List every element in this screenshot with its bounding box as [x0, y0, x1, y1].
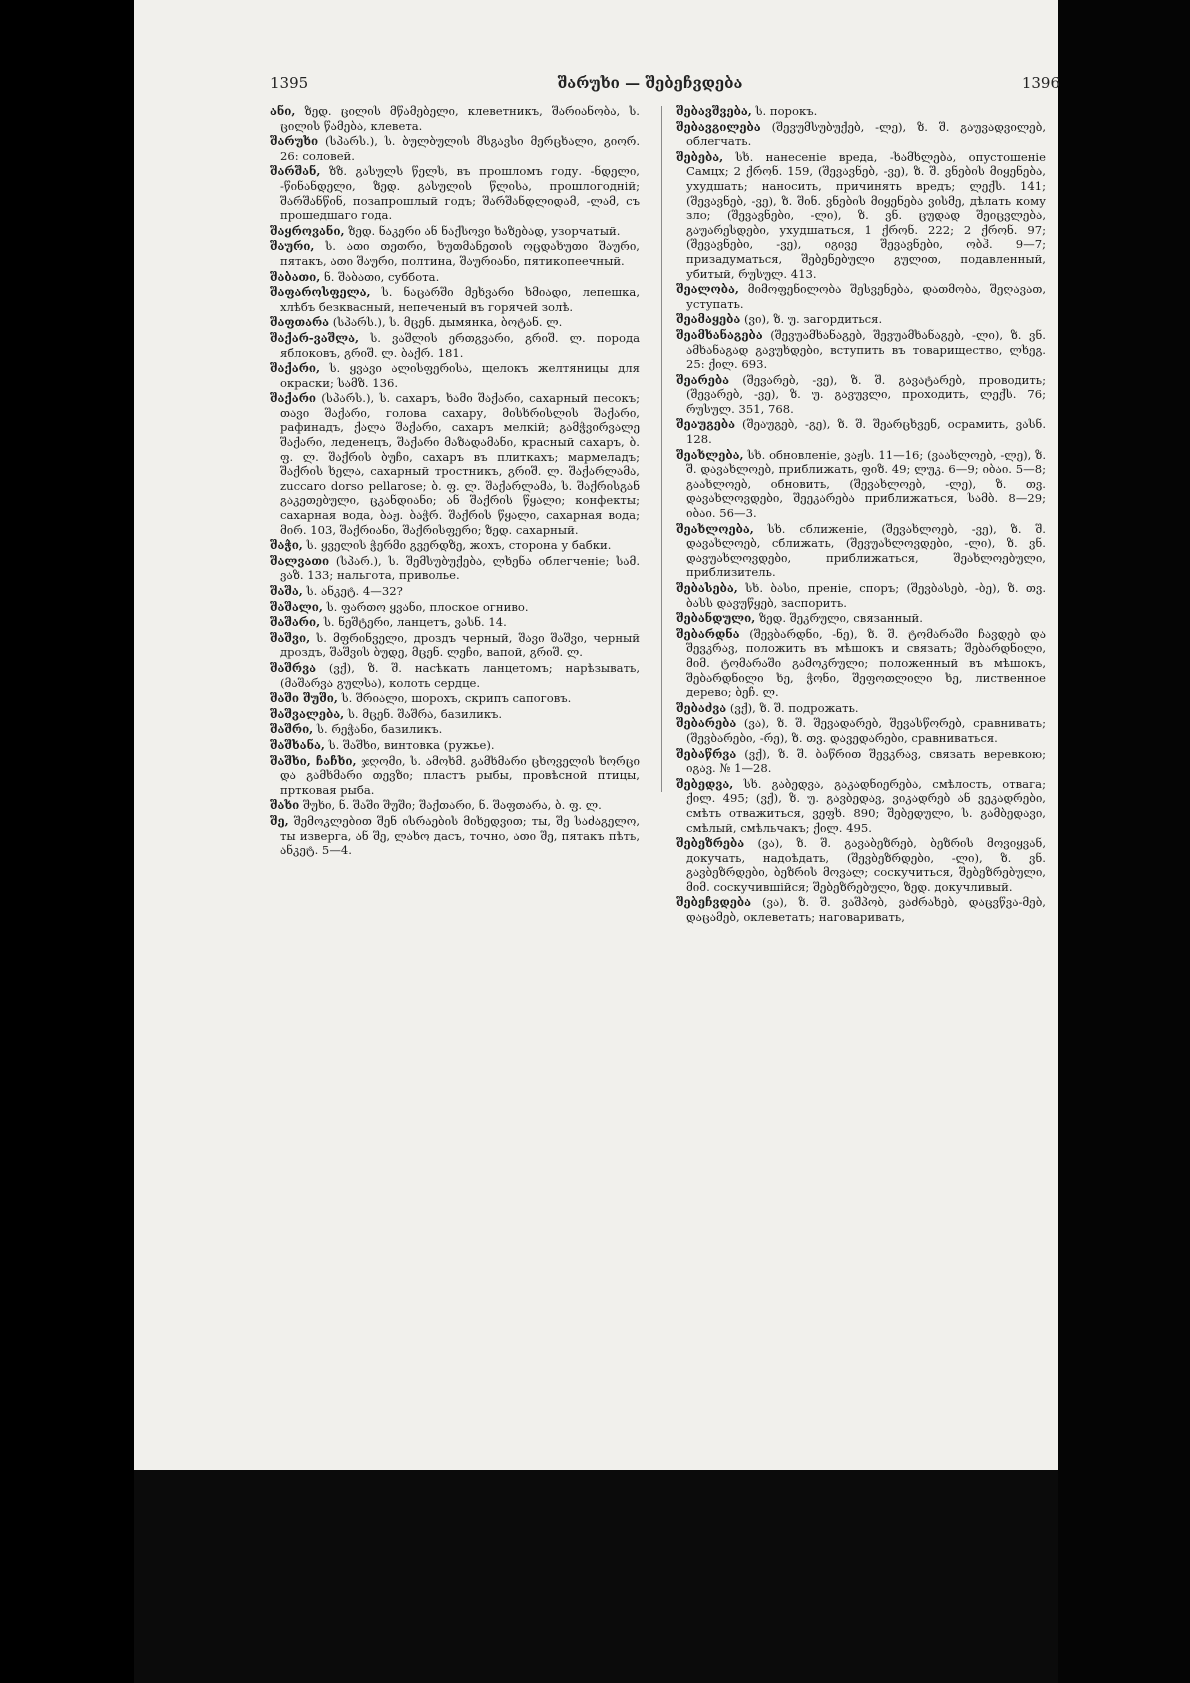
entry-definition: სხ. გაბედვა, გაკადნიერება, смѣлость, отвага; ქილ. 495; (ვქ), ზ. უ. გავბედავ, ვიკადრებ ან ვეკადრები, смѣть отважиться, ვეფხ. 890; შებედული, ს. გამბედავი, смѣлый, смѣльчакъ; ქილ. 495. — [686, 776, 1046, 835]
dictionary-entry — [270, 722, 640, 737]
entry-definition: ს. ფართო ყვანი, плоское огниво. — [326, 599, 529, 614]
dictionary-entry — [676, 150, 1046, 281]
entry-definition: სხ. нанесеніе вреда, -ხამხლება, опустошеніе Самцх; 2 ქრონ. 159, (შევავნებ, -ვე), ზ. შ. ვნების მიყენება, ухудшать; наносить, причинять вредъ; ლექს. 141; (შევავნებ, -ვე), ზ. შინ. ვნების მიყენება ვისმე, дѣлать кому зло; (შევავნები, -ლი), ზ. ვნ. ცუდად შეიცვლება, გაუარესდები, ухудшаться, 1 ქრონ. 222; 2 ქრონ. 97; (შევავნები, -ვე), იგივე შევავნები, ობჰ. 9—7; призадуматься, შებენებული გულით, подавленный, убитый, რუსულ. 413. — [686, 149, 1046, 281]
entry-headword: შაქარი — [270, 391, 316, 406]
dictionary-entry — [676, 611, 1046, 626]
entry-headword: შაშა, — [270, 584, 303, 598]
dictionary-entry — [270, 754, 640, 798]
dictionary-entry — [270, 134, 640, 163]
entry-definition: (ვი), ზ. უ. загордиться. — [744, 312, 883, 327]
dictionary-entry — [676, 417, 1046, 446]
entry-headword: შაყროვანი, — [270, 223, 345, 238]
entry-headword: შალვათი — [270, 553, 330, 568]
entry-definition: ს. ყველის ჭერმი გვერდზე, жохъ, сторона у бабки. — [306, 538, 612, 553]
entry-definition: ზედ. ნაკერი ან ნაქსოვი ხაზებად, узорчатый. — [348, 223, 621, 238]
dictionary-entry — [270, 331, 640, 360]
entry-definition: ს. მცენ. შაშრა, базиликъ. — [347, 706, 503, 721]
entry-headword: შებედვა, — [676, 776, 734, 791]
dictionary-entry — [270, 554, 640, 583]
entry-definition: (ვქ), ზ. შ. ბაწრით შევკრავ, связать веревкою; იგავ. № 1—28. — [686, 746, 1047, 776]
dictionary-entry — [270, 661, 640, 690]
entry-definition: ჯღომი, ს. ამოხმ. გამხმარი ცხოველის ხორცი და გამხმარი თევზი; пластъ рыбы, провѣсной птицы, пртковая рыба. — [280, 753, 640, 797]
entry-headword: შეამაყება — [676, 312, 741, 327]
entry-definition: ზედ. შეკრული, связанный. — [759, 611, 923, 626]
entry-headword: შებეჩვდება — [676, 895, 752, 910]
dictionary-entry — [270, 270, 640, 285]
entry-definition: ზედ. ცილის მწამებელი, клеветникъ, შარიანობა, ს. ცილის წამება, клевета. — [280, 104, 640, 133]
entry-headword: შაფთარა — [270, 315, 330, 330]
entry-definition: ს. ყვავი ალისფერისა, щелокъ желтяницы для окраски; სამზ. 136. — [280, 361, 640, 390]
entry-definition: ს. მფრინველი, дроздъ черный, შავი შაშვი, черный дроздъ, შაშვის ბუდე, მცენ. ლეჩი, вапой, გრიშ. ლ. — [280, 630, 641, 660]
entry-definition: ს. ანკეტ. 4—32? — [306, 584, 403, 598]
entry-definition: სხ. сближеніе, (შევახლოებ, -ვე), ზ. შ. დავახლოებ, сближать, (შევუახლოვდები, -ლი), ზ. ვნ. დავუახლოვდები, приближаться, შეახლოებული, приблизитель. — [686, 521, 1046, 580]
entry-headword: შაქარი, — [270, 361, 321, 376]
entry-headword: შებარება — [676, 716, 737, 731]
entry-definition: (ვქ), ზ. შ. подрожать. — [729, 700, 859, 715]
entry-headword: შაშრი, — [270, 722, 314, 737]
right-black-border — [1058, 0, 1190, 1683]
dictionary-entry — [270, 691, 640, 706]
entry-definition: ს. ნეშტერი, ланцетъ, ვასნ. 14. — [323, 615, 507, 630]
dictionary-entry — [676, 448, 1046, 521]
entry-definition: ს. შრიალი, шорохъ, скрипъ сапоговъ. — [341, 691, 572, 706]
entry-definition: (ვა), ზ. შ. გავაბეზრებ, ბეზრის მოვიყვან, докучать, надоѣдать, (შევბეზრდები, -ლი), ზ. ვნ. გავბეზრდები, ბეზრის მოვალ; соскучиться, შებეზრებული, მიმ. соскучившійся; შებეზრებული, ზედ. докучливый. — [686, 836, 1047, 894]
dictionary-entry — [270, 361, 640, 390]
entry-definition: ს. порокъ. — [755, 104, 818, 118]
entry-headword: შაჭი, — [270, 538, 303, 553]
dictionary-entry — [270, 707, 640, 722]
dictionary-entry — [270, 814, 640, 858]
entry-headword: შებავგილება — [676, 119, 761, 134]
dictionary-entry — [676, 373, 1046, 417]
dictionary-columns — [270, 104, 1065, 925]
entry-headword: შაშრვა — [270, 660, 317, 675]
entry-headword: შაშხანა, — [270, 737, 325, 752]
entry-headword: შაფაროსფელა, — [270, 285, 371, 300]
entry-headword: შებასება, — [676, 581, 738, 595]
dictionary-entry — [270, 224, 640, 239]
entry-headword: შაში შუში, — [270, 691, 338, 706]
entry-definition: შემოკლებით შენ ისრაების მიხედვით; ты, შე საძაგელო, ты изверга, ან შე, ლახო дасъ, точно, ათი შე, пятакъ пѣть, ანკეტ. 5—4. — [280, 813, 641, 858]
dictionary-entry — [676, 522, 1046, 580]
dictionary-entry — [270, 315, 640, 330]
page-header — [270, 74, 1060, 100]
right-column — [676, 104, 1047, 925]
dictionary-entry — [270, 239, 640, 268]
entry-headword: შაქარ-ვაშლა, — [270, 330, 360, 345]
dictionary-entry — [676, 104, 1046, 119]
dictionary-entry — [676, 777, 1046, 835]
entry-headword: შებება, — [676, 149, 724, 164]
entry-headword: შებავშვება, — [676, 104, 752, 118]
dictionary-entry — [676, 282, 1046, 311]
dictionary-entry — [270, 798, 640, 813]
entry-headword: შაშვი, — [270, 630, 311, 645]
entry-headword: შეაუგება — [676, 417, 735, 432]
dictionary-entry — [270, 285, 640, 314]
dictionary-entry — [676, 312, 1046, 327]
entry-headword: შეახლება, — [676, 447, 744, 462]
entry-headword: შებანდული, — [676, 611, 756, 626]
entry-definition: მიმოფენილობა შესვენება, დათმობა, შეღავათ, уступать. — [686, 282, 1047, 311]
entry-definition: (ვქ), ზ. შ. насѣкать ланцетомъ; нарѣзывать, (მაშარვა გულსა), колоть сердце. — [280, 660, 640, 690]
dictionary-entry — [270, 631, 640, 660]
entry-definition: (სპარ.), ს. შემსუბუქება, ლხენა облегченіе; სამ. ვაზ. 133; нальгота, приволье. — [280, 553, 641, 583]
entry-headword: შებაძვა — [676, 700, 727, 715]
entry-definition: სხ. ბასი, преніе, споръ; (შევბასებ, -ბე), ზ. თვ. ბასს დავუწყებ, заспорить. — [686, 581, 1047, 610]
dictionary-entry — [676, 120, 1046, 149]
entry-definition: (შევარებ, -ვე), ზ. შ. გავატარებ, проводить; (შევარებ, -ვე), ზ. უ. გავუვლი, проходить, ლექს. 76; რუსულ. 351, 768. — [686, 372, 1047, 416]
entry-definition: (შევბარდნი, -ნე), ზ. შ. ტომარაში ჩავდებ და შევკრავ, положить въ мѣшокъ и связать; შებარდნილი, მიმ. ტომარაში გამოკრული; положенный въ мѣшокъ, შებარდნილი ხე, ჭონი, შეფოთლილი ხე, лиственное дерево; ბეჩ. ლ. — [686, 626, 1046, 700]
running-title: შარუხი — შებეჩვდება — [557, 74, 743, 92]
entry-definition: შუხი, ნ. შაში შუში; შაქთარი, ნ. შაფთარა, ბ. ფ. ლ. — [302, 798, 602, 813]
dictionary-entry — [676, 581, 1046, 610]
dictionary-entry — [676, 836, 1046, 894]
entry-headword: შებარდნა — [676, 626, 740, 641]
dictionary-entry — [676, 627, 1046, 700]
entry-headword: შაშხი, ჩაჩხი, — [270, 753, 357, 768]
entry-headword: შე, — [270, 813, 289, 828]
entry-headword: შაშალი, — [270, 599, 323, 614]
entry-definition: ნ. შაბათი, суббота. — [323, 269, 440, 284]
dictionary-entry — [270, 164, 640, 222]
entry-headword: შახი — [270, 798, 300, 813]
entry-definition: (ვა), ზ. შ. ვაშპობ, ვაძრახებ, დაცვწვა-მებ, დაცამებ, оклеветать; наговаривать, — [686, 895, 1046, 925]
bottom-black-border — [134, 1470, 1058, 1683]
entry-headword: შარშან, — [270, 164, 321, 179]
left-column — [270, 104, 641, 858]
entry-headword: შეალობა, — [676, 282, 739, 297]
dictionary-entry — [270, 538, 640, 553]
entry-headword: ანი, — [270, 104, 296, 118]
entry-definition: (სპარს.), ს. ბულბულის მსგავსი მერცხალი, გიორ. 26: соловей. — [280, 134, 640, 163]
entry-definition: ს. ვაშლის ერთგვარი, გრიშ. ლ. порода яблоковъ, გრიშ. ლ. ბაქრ. 181. — [280, 330, 640, 360]
dictionary-entry — [270, 600, 640, 615]
column-divider — [661, 106, 662, 792]
entry-headword: შარუხი — [270, 134, 319, 149]
entry-headword: შეარება — [676, 372, 729, 387]
entry-definition: ს. შაშხი, винтовка (ружье). — [328, 737, 495, 752]
dictionary-entry — [676, 716, 1046, 745]
entry-definition: (სპარს.), ს. сахаръ, ხამი შაქარი, сахарный песокъ; თავი შაქარი, голова сахару, მისხრისლის შაქარი, рафинадъ, ქალა შაქარი, сахаръ мелкій; გამჭვირვალე შაქარი, леденецъ, შაქარი მაზადამანი, красный сахаръ, ბ. ფ. ლ. შაქრის ბუჩი, сахаръ въ плиткахъ; мармеладъ; შაქრის ხელა, сахарный тростникъ, გრიშ. ლ. შაქარლამა, zuccaro dorso pellarose; ბ. ფ. ლ. შაქარლამა, ს. შაქრისგან გაკეთებული, ცკანდიანი; ან შაქრის წყალი; конфекты; сахарная вода, ბაჟ. ბაჭრ. შაქრის წყალი, сахарная вода; მირ. 103, შაქრიანი, შაქრისფერი; ზედ. сахарный. — [280, 391, 641, 537]
dictionary-entry — [270, 615, 640, 630]
entry-definition: ს. ათი თეთრი, ხუთმანეთის ოცდახუთი შაური, пятакъ, ათი შაური, полтина, შაურიანი, пятикопеечный. — [280, 239, 640, 268]
entry-definition: (სპარს.), ს. მცენ. дымянка, ბოტან. ლ. — [332, 315, 563, 330]
dictionary-entry — [270, 391, 640, 537]
page-number-left: 1395 — [270, 74, 309, 92]
entry-definition: (შეაუგებ, -გე), ზ. შ. შეარცხვენ, осрамить, ვასნ. 128. — [686, 417, 1047, 447]
entry-definition: (შევუმსუბუქებ, -ლე), ზ. შ. გაუვადვილებ, облегчать. — [686, 119, 1046, 149]
dictionary-entry — [676, 747, 1046, 776]
page-number-right: 1396 — [1021, 74, 1060, 92]
dictionary-entry — [270, 584, 640, 599]
entry-definition: ს. ნაცარში მეხვარი ხმიადი, лепешка, хлѣбъ безквасный, непеченый въ горячей золѣ. — [280, 285, 641, 314]
entry-definition: ს. რეჭანი, базиликъ. — [316, 722, 443, 737]
entry-definition: (შევუამხანაგებ, შევუამხანაგებ, -ლი), ზ. ვნ. ამხანაგად გავუხდები, вступить въ товарищество, ლხეგ. 25: ქილ. 693. — [686, 327, 1046, 372]
dictionary-entry — [676, 701, 1046, 716]
entry-definition: ზზ. გასულს წელს, въ прошломъ году. -ნდელი, -წინანდელი, ზედ. გასულის წლისა, прошлогодній; შარშანწინ, позапрошлый годъ; შარშანდლიდამ, -ლამ, съ прошедшаго года. — [280, 164, 640, 223]
entry-headword: შაშარი, — [270, 615, 321, 630]
dictionary-entry — [270, 738, 640, 753]
entry-headword: შებეზრება — [676, 836, 745, 851]
dictionary-entry — [676, 895, 1046, 924]
entry-headword: შებაწრვა — [676, 746, 737, 761]
dictionary-entry — [676, 328, 1046, 372]
entry-headword: შაური, — [270, 239, 315, 254]
entry-headword: შაბათი, — [270, 269, 321, 284]
entry-definition: სხ. обновленіе, ვაჟს. 11—16; (ვაახლოებ, -ლე), ზ. შ. დავახლოებ, приближать, ფიზ. 49; ლუკ. 6—9; იბაი. 5—8; გაახლოებ, обновить, (შევახლოებ, -ლე), ზ. თვ. დავახლოვდები, შეეკარება приближаться, სამბ. 8—29; იბაი. 56—3. — [686, 447, 1047, 521]
entry-headword: შაშვალება, — [270, 706, 345, 721]
entry-definition: (ვა), ზ. შ. შევადარებ, შევასწორებ, сравнивать; (შევბარები, -რე), ზ. თვ. დავედარები, сравниваться. — [686, 716, 1047, 745]
dictionary-entry — [270, 104, 640, 133]
entry-headword: შეახლოება, — [676, 521, 754, 536]
entry-headword: შეამხანაგება — [676, 327, 763, 342]
